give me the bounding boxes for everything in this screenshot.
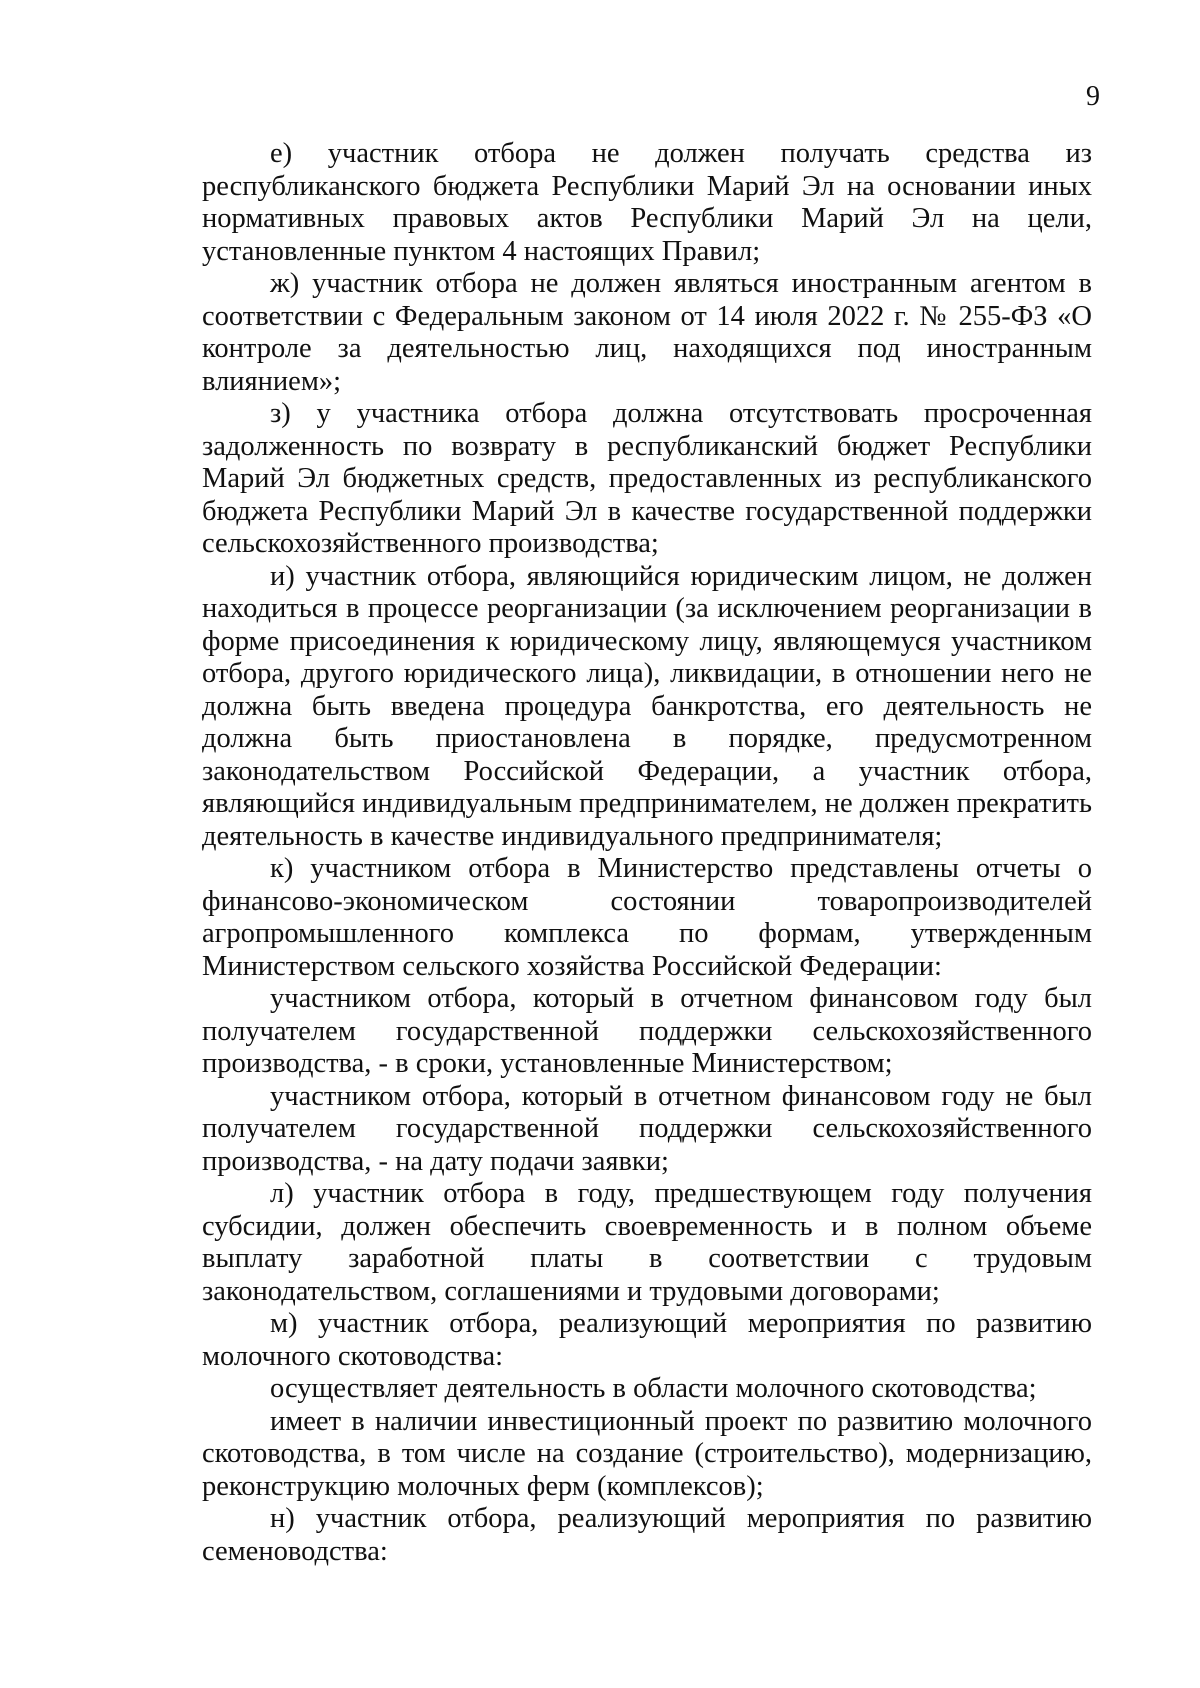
paragraph-zh: ж) участник отбора не должен являться иностранным агентом в соответствии с Федеральным законом от 14 июля 2022 г. № 255-ФЗ «О контроле за деятельностью лиц, находящихся под иностранным влиянием»; — [202, 268, 1092, 397]
page-number: 9 — [1086, 81, 1100, 112]
paragraph-k: к) участником отбора в Министерство представлены отчеты о финансово-экономическом состоянии товаропроизводителей агропромышленного комплекса по формам, утвержденным Министерством сельского хозяйства Российской Федерации: — [202, 853, 1092, 982]
paragraph-k-item-1: участником отбора, который в отчетном финансовом году был получателем государственной поддержки сельскохозяйственного производства, - в сроки, установленные Министерством; — [202, 983, 1092, 1079]
paragraph-n: н) участник отбора, реализующий мероприятия по развитию семеноводства: — [202, 1503, 1092, 1567]
document-body — [202, 138, 1092, 1568]
paragraph-l: л) участник отбора в году, предшествующем году получения субсидии, должен обеспечить своевременность и в полном объеме выплату заработной платы в соответствии с трудовым законодательством, соглашениями и трудовыми договорами; — [202, 1178, 1092, 1307]
paragraph-m-item-2: имеет в наличии инвестиционный проект по развитию молочного скотоводства, в том числе на создание (строительство), модернизацию, реконструкцию молочных ферм (комплексов); — [202, 1405, 1092, 1502]
paragraph-m-item-1: осуществляет деятельность в области молочного скотоводства; — [270, 1373, 1037, 1404]
paragraph-z: з) у участника отбора должна отсутствовать просроченная задолженность по возврату в республиканский бюджет Республики Марий Эл бюджетных средств, предоставленных из республиканского бюджета Республики Марий Эл в качестве государственной поддержки сельскохозяйственного производства; — [202, 398, 1092, 559]
paragraph-e: е) участник отбора не должен получать средства из республиканского бюджета Республики Марий Эл на основании иных нормативных правовых актов Республики Марий Эл на цели, установленные пунктом 4 настоящих Правил; — [202, 138, 1092, 267]
paragraph-m: м) участник отбора, реализующий мероприятия по развитию молочного скотоводства: — [202, 1308, 1092, 1372]
paragraph-i: и) участник отбора, являющийся юридическим лицом, не должен находиться в процессе реорганизации (за исключением реорганизации в форме присоединения к юридическому лицу, являющемуся участником отбора, другого юридического лица), ликвидации, в отношении него не должна быть введена процедура банкротства, его деятельность не должна быть приостановлена в порядке, предусмотренном законодательством Российской Федерации, а участник отбора, являющийся индивидуальным предпринимателем, не должен прекратить деятельность в качестве индивидуального предпринимателя; — [202, 560, 1092, 852]
paragraph-k-item-2: участником отбора, который в отчетном финансовом году не был получателем государственной поддержки сельскохозяйственного производства, - на дату подачи заявки; — [202, 1080, 1092, 1177]
